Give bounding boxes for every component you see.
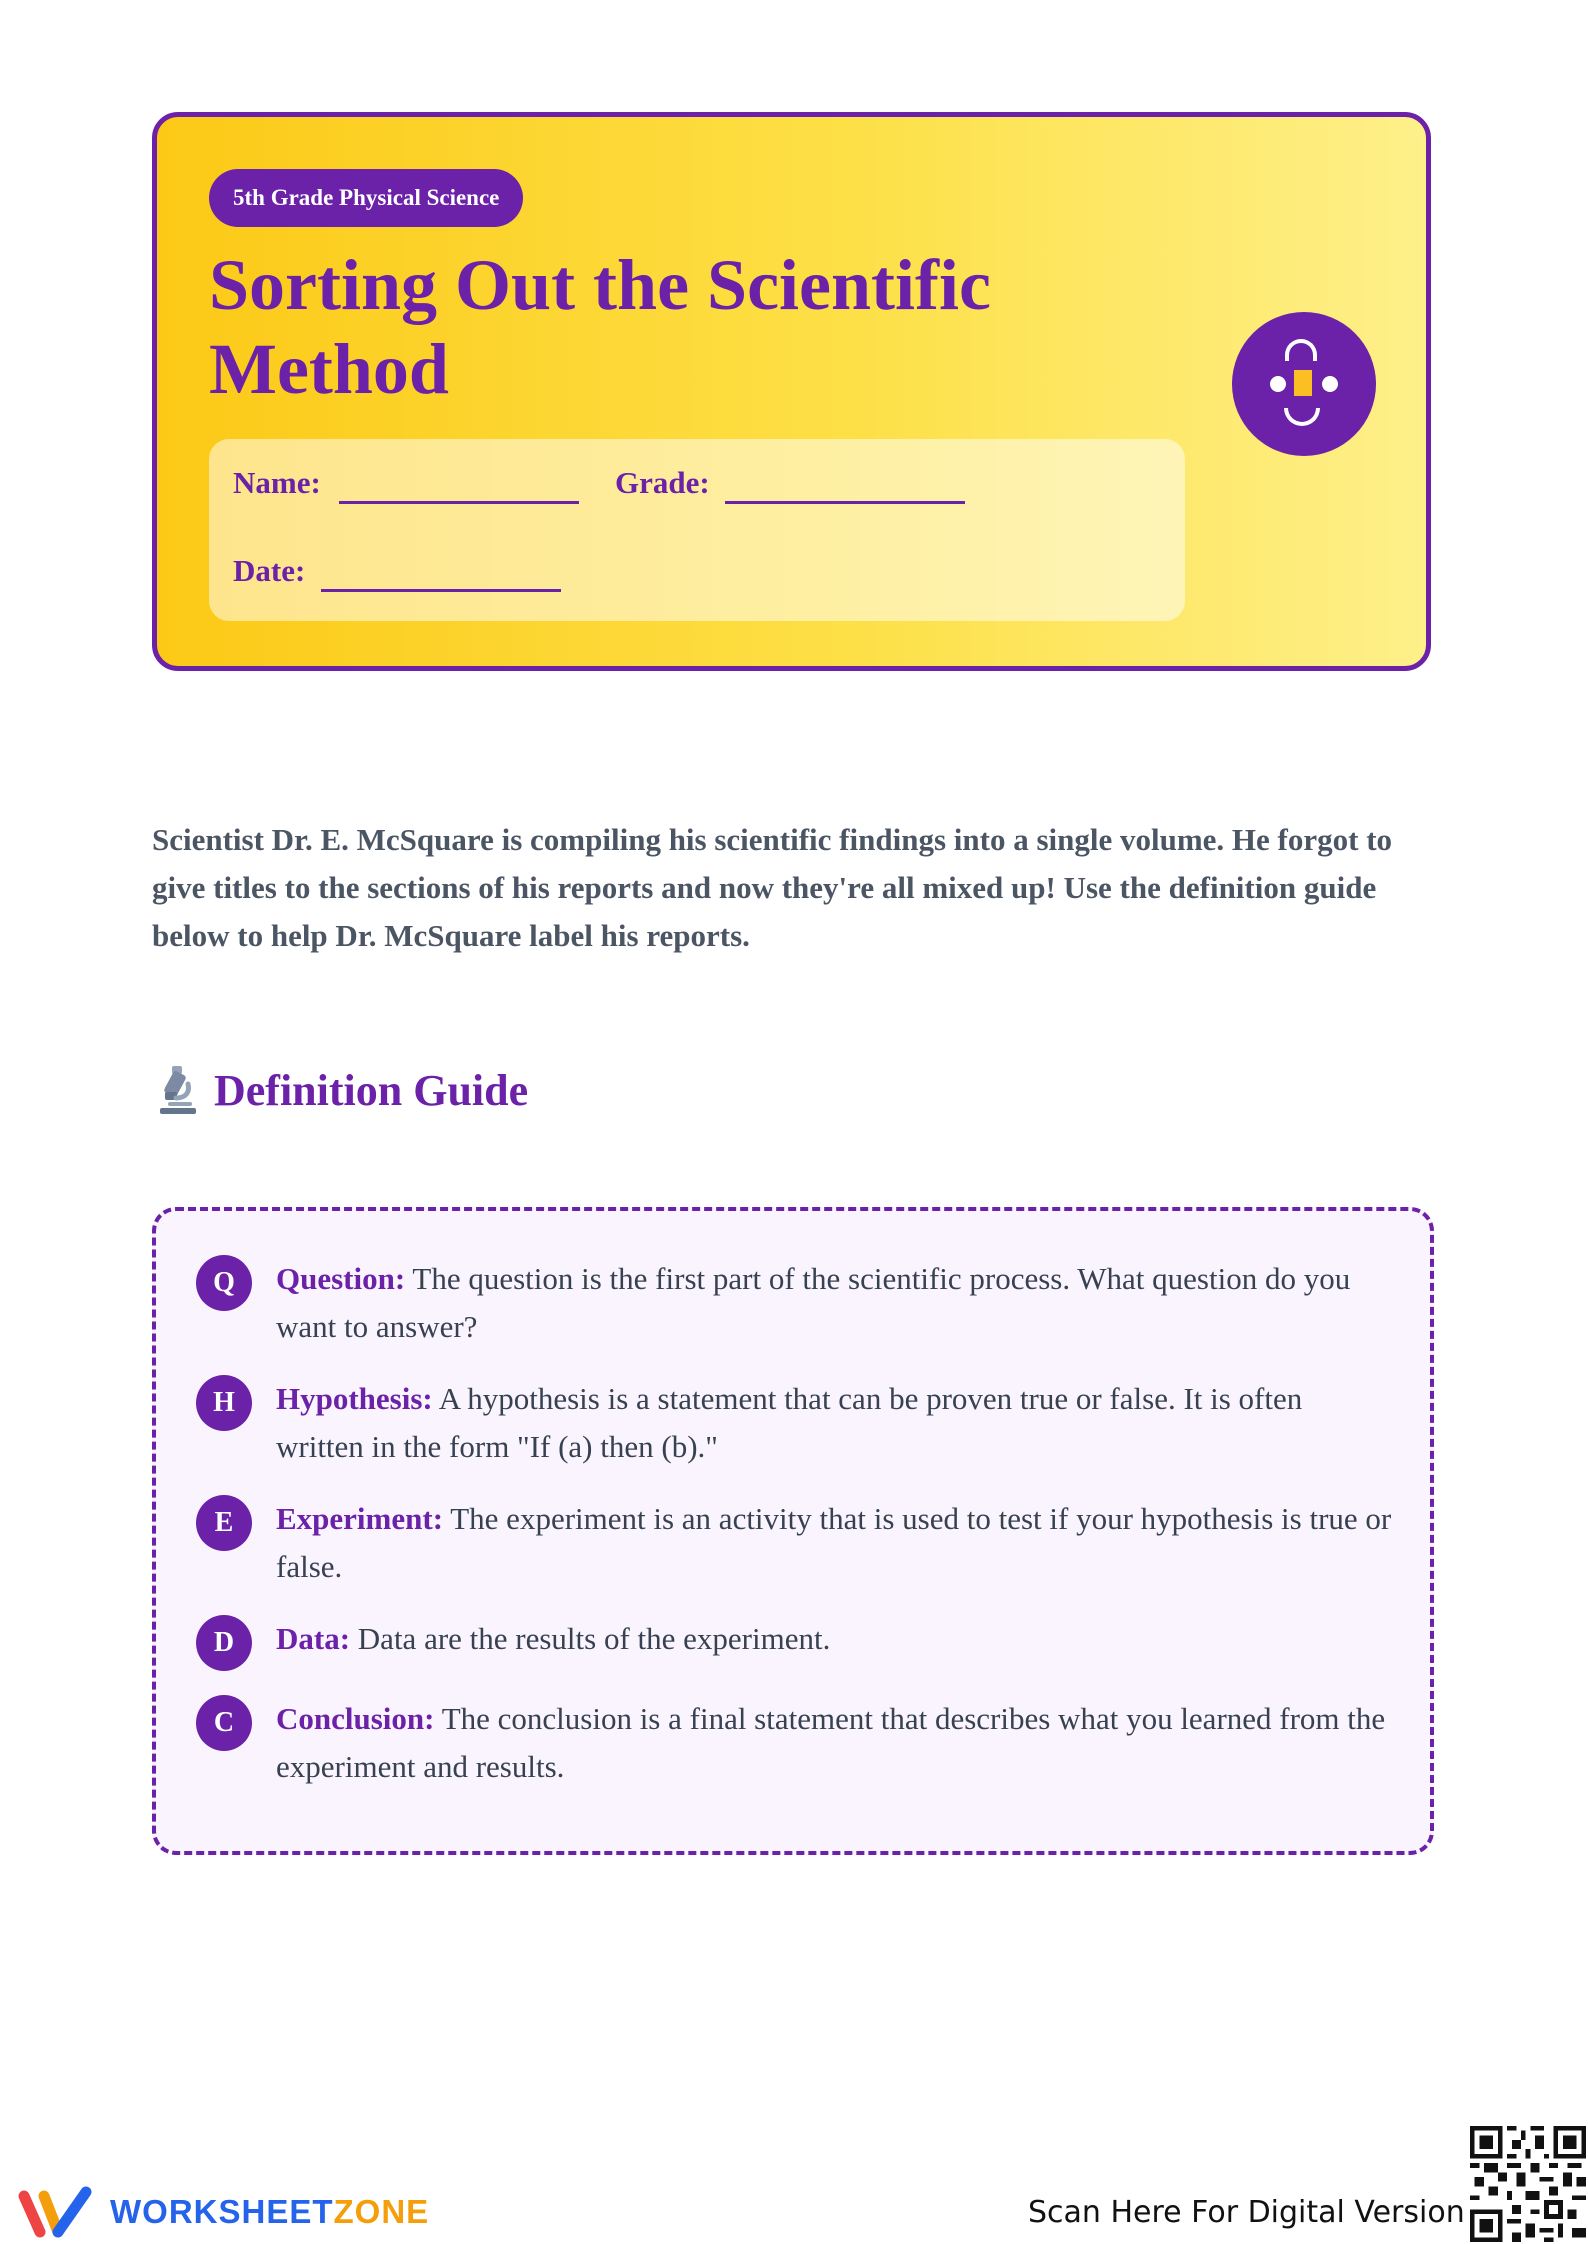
term-letter-badge: C: [196, 1695, 252, 1751]
term-name: Data:: [276, 1621, 351, 1656]
student-info-fields: [209, 439, 1185, 621]
worksheetzone-logo[interactable]: [18, 2184, 429, 2240]
date-field[interactable]: [233, 551, 593, 591]
term-definition: The question is the first part of the scientific process. What question do you want to answer?: [276, 1261, 1351, 1344]
logo-text-zone: ZONE: [333, 2193, 430, 2230]
mascot-nose: [1294, 370, 1312, 396]
header-card: [152, 112, 1431, 671]
definition-guide-title: Definition Guide: [214, 1065, 529, 1115]
name-blank-line[interactable]: [339, 501, 579, 504]
worksheetzone-logo-icon: [18, 2186, 94, 2238]
mascot-brow: [1285, 339, 1317, 361]
page-title: Sorting Out the Scientific Method: [209, 245, 991, 409]
grade-blank-line[interactable]: [725, 501, 965, 504]
term-letter-badge: H: [196, 1375, 252, 1431]
intro-paragraph: Scientist Dr. E. McSquare is compiling his scientific findings into a single volume. He forgot to give titles to the sections of his reports and now they're all mixed up! Use the definition guide below to help Dr. McSquare label his reports.: [152, 822, 1393, 953]
mascot-mouth: [1284, 408, 1320, 426]
name-field[interactable]: [233, 463, 593, 503]
term-name: Question:: [276, 1261, 406, 1296]
name-label: Name:: [233, 465, 321, 500]
term-name: Hypothesis:: [276, 1381, 433, 1416]
grade-field[interactable]: [615, 463, 995, 503]
logo-text-worksheet: WORKSHEET: [110, 2193, 334, 2230]
term-definition: A hypothesis is a statement that can be proven true or false. It is often written in the form "If (a) then (b).": [276, 1381, 1303, 1464]
term-text: [276, 1695, 1396, 1791]
term-letter-badge: Q: [196, 1255, 252, 1311]
term-text: [276, 1375, 1396, 1471]
date-label: Date:: [233, 553, 306, 588]
term-definition: Data are the results of the experiment.: [357, 1621, 831, 1656]
definition-guide-heading: [152, 1060, 528, 1120]
term-letter-badge: D: [196, 1615, 252, 1671]
term-definition: The conclusion is a final statement that describes what you learned from the experiment and results.: [276, 1701, 1386, 1784]
mascot-icon: [1232, 312, 1376, 456]
term-text: [276, 1615, 1396, 1663]
scan-caption: Scan Here For Digital Version: [1028, 2195, 1465, 2230]
mascot-right-eye: [1322, 376, 1338, 392]
logo-text: [110, 2193, 429, 2231]
microscope-icon: [152, 1064, 200, 1116]
grade-badge: 5th Grade Physical Science: [209, 169, 523, 227]
term-name: Conclusion:: [276, 1701, 435, 1736]
term-definition: The experiment is an activity that is used to test if your hypothesis is true or false.: [276, 1501, 1392, 1584]
mascot-left-eye: [1270, 376, 1286, 392]
term-text: [276, 1495, 1396, 1591]
definition-guide-box: [152, 1207, 1434, 1855]
term-text: [276, 1255, 1396, 1351]
term-name: Experiment:: [276, 1501, 444, 1536]
grade-label: Grade:: [615, 465, 710, 500]
qr-code[interactable]: [1470, 2126, 1586, 2242]
term-letter-badge: E: [196, 1495, 252, 1551]
date-blank-line[interactable]: [321, 589, 561, 592]
